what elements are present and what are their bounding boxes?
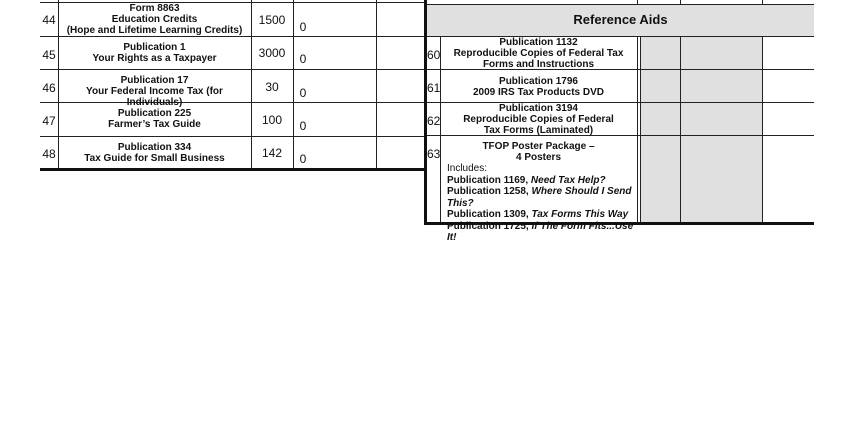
title-line: Form 8863 <box>129 3 180 14</box>
includes-list <box>447 163 637 244</box>
includes-item: Publication 1309, Tax Forms This Way <box>447 209 629 220</box>
form-title <box>58 108 251 130</box>
row-divider <box>40 36 424 37</box>
quantity-ordered-field[interactable]: 0 <box>299 86 307 100</box>
title-line: Your Rights as a Taxpayer <box>92 53 217 64</box>
quantity-ordered-field[interactable]: 0 <box>299 52 307 66</box>
title-line: Publication 225 <box>117 108 192 119</box>
row-number: 48 <box>42 147 56 161</box>
title-line: Reproducible Copies of Federal <box>463 114 614 125</box>
quantity-ordered-field[interactable]: 0 <box>299 152 307 166</box>
title-line: TFOP Poster Package – <box>482 141 595 152</box>
shaded-cell <box>681 37 762 135</box>
form-title <box>58 75 251 108</box>
shaded-cell <box>681 136 762 223</box>
row-divider <box>40 69 424 70</box>
includes-item: Publication 1258, Where Should I Send This? <box>447 186 632 209</box>
form-title <box>440 103 637 136</box>
col-divider <box>376 0 377 170</box>
title-line: Publication 334 <box>117 142 192 153</box>
title-line: 2009 IRS Tax Products DVD <box>473 87 604 98</box>
row-number: 46 <box>42 81 56 95</box>
form-title <box>440 141 637 163</box>
title-line: Tax Guide for Small Business <box>84 153 225 164</box>
form-title <box>440 76 637 98</box>
form-title <box>58 42 251 64</box>
quantity-per-package: 30 <box>265 80 279 94</box>
row-divider <box>40 136 424 137</box>
title-line: (Hope and Lifetime Learning Credits) <box>66 25 243 36</box>
quantity-per-package: 3000 <box>258 46 286 60</box>
title-line: Reproducible Copies of Federal Tax <box>453 48 624 59</box>
form-title <box>58 142 251 164</box>
col-divider <box>640 36 641 224</box>
title-line: Publication 1 <box>123 42 186 53</box>
includes-label: Includes: <box>447 163 488 174</box>
title-line: Publication 3194 <box>499 103 578 114</box>
row-number: 44 <box>42 13 56 27</box>
row-divider <box>427 4 814 5</box>
quantity-per-package: 1500 <box>258 13 286 27</box>
title-line: Tax Forms (Laminated) <box>483 125 594 136</box>
quantity-ordered-field[interactable]: 0 <box>299 20 307 34</box>
row-number: 60 <box>427 48 441 62</box>
row-number: 45 <box>42 48 56 62</box>
title-line: Publication 1132 <box>499 37 578 48</box>
title-line: Farmer’s Tax Guide <box>108 119 201 130</box>
table-bottom-border <box>40 168 424 171</box>
includes-item: Publication 1169, Need Tax Help? <box>447 174 606 186</box>
form-title <box>58 3 251 36</box>
title-line: Publication 1796 <box>499 76 578 87</box>
title-line: Education Credits <box>111 14 198 25</box>
col-divider <box>680 36 681 224</box>
title-line: Forms and Instructions <box>482 59 595 70</box>
row-number: 62 <box>427 114 441 128</box>
shaded-cell <box>641 37 680 223</box>
title-line: Your Federal Income Tax (for Individuals) <box>86 86 223 108</box>
title-line: Publication 17 <box>120 75 189 86</box>
quantity-per-package: 100 <box>261 113 283 127</box>
title-line: 4 Posters <box>515 152 562 163</box>
row-number: 47 <box>42 114 56 128</box>
row-number: 63 <box>427 147 441 161</box>
includes-item: Publication 1725, If The Form Fits...Use It! <box>447 220 634 243</box>
col-divider <box>762 36 763 224</box>
row-number: 61 <box>427 81 441 95</box>
quantity-per-package: 142 <box>261 146 283 160</box>
form-title <box>440 37 637 70</box>
quantity-ordered-field[interactable]: 0 <box>299 119 307 133</box>
section-header: Reference Aids <box>573 12 668 27</box>
col-divider <box>637 36 638 224</box>
